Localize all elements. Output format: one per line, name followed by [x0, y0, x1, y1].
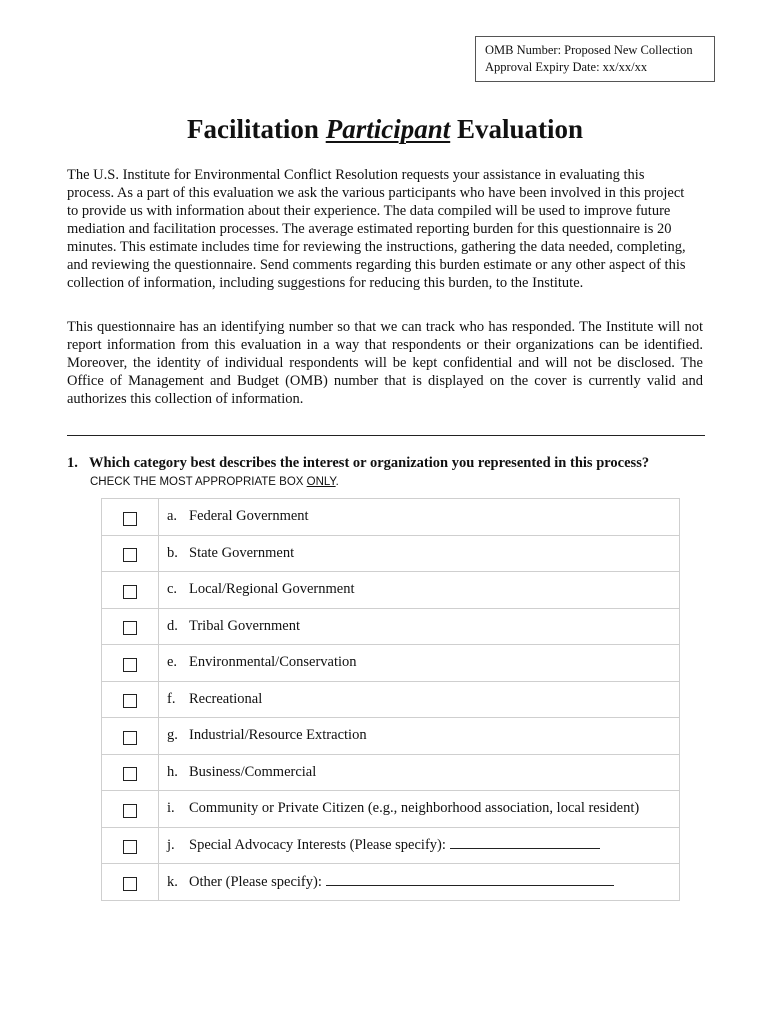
checkbox-state-government[interactable]: [123, 548, 137, 562]
option-label: State Government: [189, 544, 295, 561]
question-1-text: [67, 455, 717, 472]
checkbox-cell: [102, 608, 159, 645]
approval-expiry-date: Approval Expiry Date: xx/xx/xx: [485, 60, 648, 74]
option-label-cell: [159, 791, 680, 828]
option-row: [102, 645, 680, 682]
option-label: Environmental/Conservation: [189, 654, 357, 671]
intro-paragraph-1: The U.S. Institute for Environmental Conflict Resolution requests your assistance in evaluating this process. As a part of this evaluation we ask the various participants who have been involved in this project to provide us with information about their experience. The data compiled will be used to improve future mediation and facilitation processes. The average estimated reporting burden for this questionnaire is 20 minutes. This estimate includes time for reviewing the instructions, gathering the data needed, completing, and reviewing the questionnaire. Send comments regarding this burden estimate or any other aspect of this collection of information, including suggestions for reducing this burden, to the Institute.: [67, 167, 686, 291]
checkbox-special-advocacy-interests[interactable]: [123, 840, 137, 854]
option-label-cell: [159, 608, 680, 645]
checkbox-cell: [102, 791, 159, 828]
question-instruction: [90, 476, 339, 488]
checkbox-cell: [102, 681, 159, 718]
option-label: Local/Regional Government: [189, 581, 355, 598]
option-letter: h.: [167, 763, 178, 780]
title-emphasis: Participant: [325, 114, 451, 144]
option-row: [102, 754, 680, 791]
checkbox-cell: [102, 499, 159, 536]
option-label-cell: [159, 718, 680, 755]
option-row: [102, 572, 680, 609]
checkbox-cell: [102, 645, 159, 682]
option-letter: f.: [167, 690, 176, 707]
checkbox-other[interactable]: [123, 877, 137, 891]
option-label-cell: [159, 535, 680, 572]
option-label: Special Advocacy Interests (Please specify):: [189, 837, 446, 854]
option-row: [102, 718, 680, 755]
question-number: 1.: [67, 455, 78, 471]
option-letter: i.: [167, 800, 175, 817]
checkbox-industrial-resource-extraction[interactable]: [123, 731, 137, 745]
option-letter: j.: [167, 837, 175, 854]
page-title: [0, 114, 770, 145]
option-letter: c.: [167, 581, 178, 598]
option-label-cell: [159, 572, 680, 609]
option-letter: g.: [167, 727, 178, 744]
checkbox-tribal-government[interactable]: [123, 621, 137, 635]
option-label: Tribal Government: [189, 617, 301, 634]
option-letter: d.: [167, 617, 178, 634]
options-table: [101, 498, 680, 901]
option-row: [102, 864, 680, 901]
checkbox-cell: [102, 718, 159, 755]
section-divider: [67, 435, 705, 436]
option-row: [102, 827, 680, 864]
option-label-cell: [159, 645, 680, 682]
option-letter: a.: [167, 508, 178, 525]
checkbox-community-private-citizen[interactable]: [123, 804, 137, 818]
intro-paragraph-2: This questionnaire has an identifying number so that we can track who has responded. The Institute will not report information from this evaluation in a way that respondents or their organizations can be identified. Moreover, the identity of individual respondents will be kept confidential and will not be disclosed. The Office of Management and Budget (OMB) number that is displayed on the cover is currently valid and authorizes this collection of information.: [67, 319, 703, 407]
option-letter: b.: [167, 544, 178, 561]
option-row: [102, 499, 680, 536]
option-row: [102, 681, 680, 718]
omb-info-box: [475, 36, 715, 82]
option-row: [102, 791, 680, 828]
checkbox-cell: [102, 535, 159, 572]
checkbox-cell: [102, 864, 159, 901]
checkbox-cell: [102, 572, 159, 609]
option-label-cell: [159, 864, 680, 901]
omb-number: OMB Number: Proposed New Collection: [485, 43, 693, 57]
option-label: Recreational: [189, 690, 263, 707]
checkbox-cell: [102, 754, 159, 791]
specify-advocacy-field[interactable]: [450, 836, 600, 849]
title-part-1: Facilitation: [186, 114, 319, 144]
title-part-2: Evaluation: [456, 114, 584, 144]
checkbox-business-commercial[interactable]: [123, 767, 137, 781]
checkbox-local-regional-government[interactable]: [123, 585, 137, 599]
option-row: [102, 535, 680, 572]
option-label-cell: [159, 499, 680, 536]
option-row: [102, 608, 680, 645]
option-label: Community or Private Citizen (e.g., neighborhood association, local resident): [189, 800, 640, 817]
option-label-cell: [159, 827, 680, 864]
option-label-cell: [159, 754, 680, 791]
instruction-emphasis: ONLY: [306, 476, 336, 488]
option-label: Industrial/Resource Extraction: [189, 727, 367, 744]
option-label: Other (Please specify):: [189, 873, 322, 890]
instruction-suffix: .: [335, 476, 339, 488]
option-label: Federal Government: [189, 508, 309, 525]
option-label: Business/Commercial: [189, 763, 317, 780]
checkbox-environmental-conservation[interactable]: [123, 658, 137, 672]
option-letter: k.: [167, 873, 178, 890]
question-label: Which category best describes the interest or organization you represented in this process?: [89, 455, 650, 471]
checkbox-cell: [102, 827, 159, 864]
option-label-cell: [159, 681, 680, 718]
specify-other-field[interactable]: [326, 873, 614, 886]
option-letter: e.: [167, 654, 178, 671]
checkbox-recreational[interactable]: [123, 694, 137, 708]
instruction-prefix: CHECK THE MOST APPROPRIATE BOX: [90, 476, 307, 488]
checkbox-federal-government[interactable]: [123, 512, 137, 526]
